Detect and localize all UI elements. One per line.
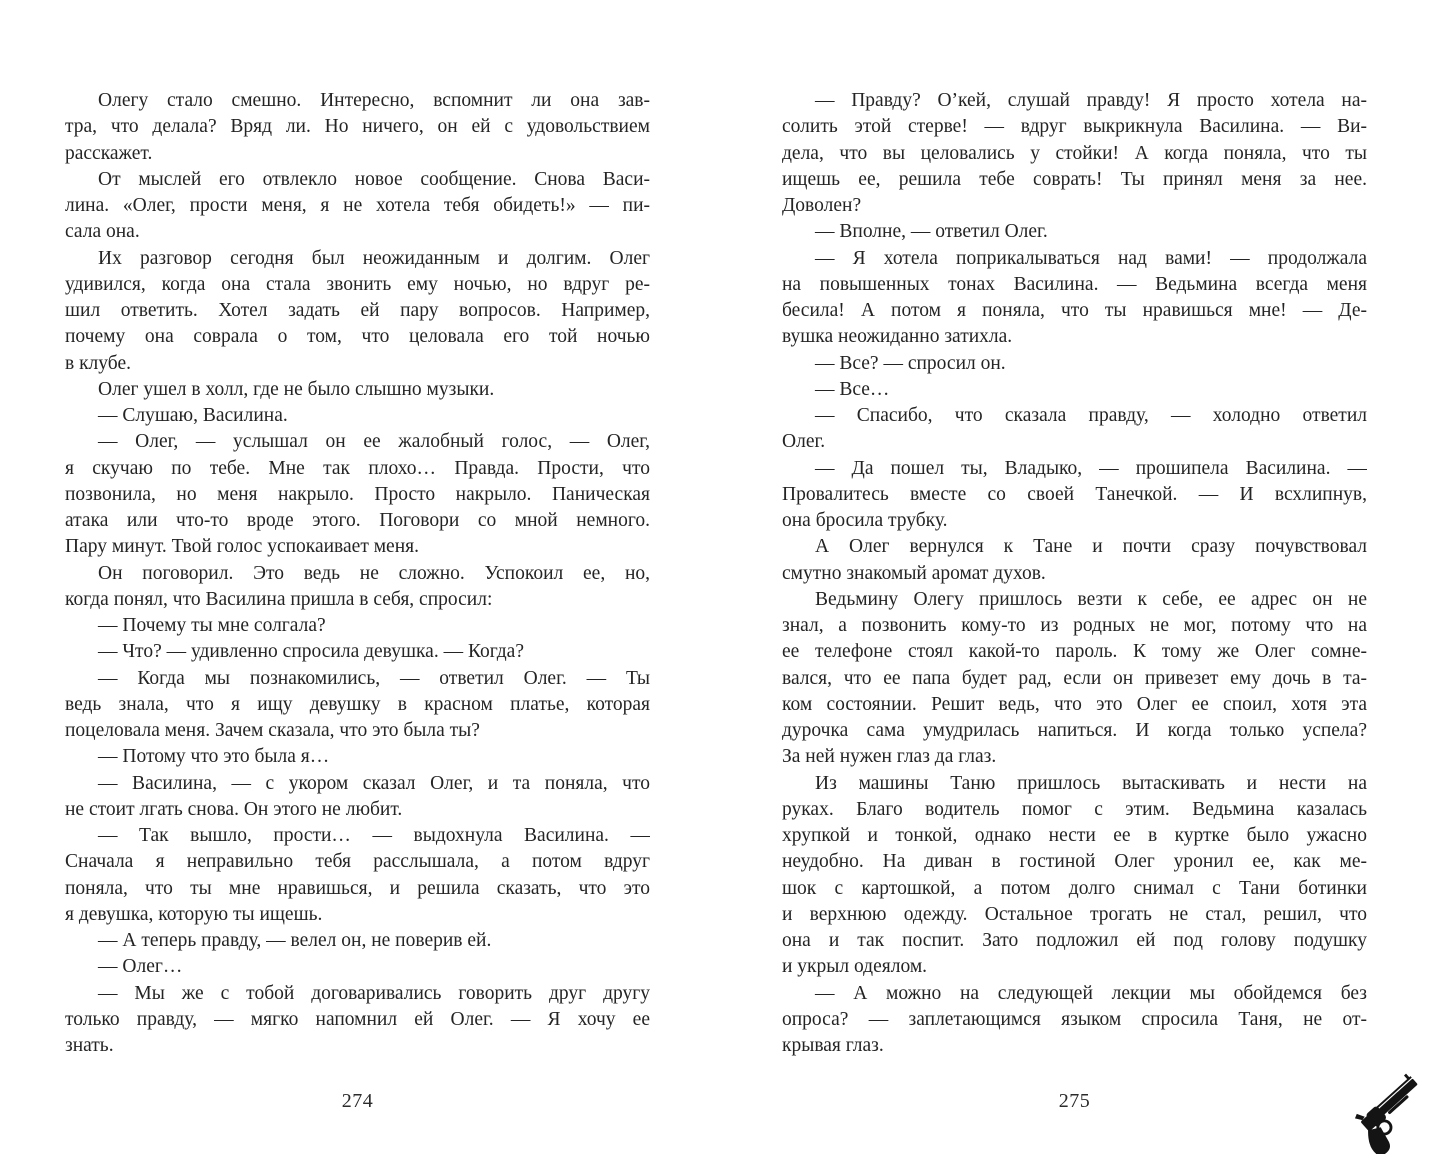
right-page-text	[782, 88, 1367, 1059]
text-line: — Олег, — услышал он ее жалобный голос, — Олег,	[98, 431, 650, 453]
text-line: ведь знала, что я ищу девушку в красном платье, которая	[65, 693, 650, 715]
text-line: — Спасибо, что сказала правду, — холодно ответил	[815, 405, 1367, 426]
text-line: Провалитесь вместе со своей Танечкой. — И всхлипнув,	[782, 483, 1367, 505]
text-line: Олегу стало смешно. Интересно, вспомнит ли она зав-	[98, 90, 650, 111]
text-line: — Что? — удивленно спросила девушка. — Когда?	[98, 641, 524, 663]
text-line: — Когда мы познакомились, — ответил Олег. — Ты	[98, 667, 650, 689]
text-line: когда понял, что Василина пришла в себя, спросил:	[65, 588, 493, 610]
text-line: позвонила, но меня накрыло. Просто накрыло. Паническая	[65, 483, 650, 505]
text-line: расскажет.	[65, 142, 153, 164]
text-line: — Слушаю, Василина.	[98, 405, 288, 426]
text-line: — Я хотела поприкалываться над вами! — продолжала	[815, 247, 1367, 269]
text-line: — Василина, — с укором сказал Олег, и та поняла, что	[98, 772, 650, 794]
text-line: дурочка сама умудрилась напиться. И когда только успела?	[782, 720, 1367, 741]
text-line: неудобно. На диван в гостиной Олег уронил ее, как ме-	[782, 851, 1367, 873]
text-line: От мыслей его отвлекло новое сообщение. Снова Васи-	[98, 168, 650, 190]
text-line: — Да пошел ты, Владыко, — прошипела Василина. —	[815, 457, 1367, 479]
text-line: только правду, — мягко напомнил ей Олег. — Я хочу ее	[65, 1008, 650, 1030]
text-line: — Олег…	[98, 956, 183, 978]
text-line: крывая глаз.	[782, 1035, 884, 1056]
text-line: Ведьмину Олегу пришлось везти к себе, ее адрес он не	[815, 588, 1367, 610]
text-line: вушка неожиданно затихла.	[782, 326, 1013, 348]
text-line: шил ответить. Хотел задать ей пару вопросов. Например,	[65, 300, 650, 321]
text-line: я девушка, которую ты ищешь.	[65, 903, 323, 925]
text-line: поняла, что ты мне нравишься, и решила сказать, что это	[65, 877, 650, 899]
text-line: Олег.	[782, 431, 826, 453]
text-line: — Все? — спросил он.	[815, 352, 1006, 374]
text-line: дела, что вы целовались у стойки! А когда поняла, что ты	[782, 142, 1367, 164]
text-line: она бросила трубку.	[782, 510, 948, 531]
text-line: тра, что делала? Вряд ли. Но ничего, он ей с удовольствием	[65, 116, 650, 138]
text-line: не стоит лгать снова. Он этого не любит.	[65, 798, 403, 820]
text-line: — Вполне, — ответил Олег.	[815, 221, 1048, 243]
text-line: За ней нужен глаз да глаз.	[782, 746, 997, 768]
text-line: опроса? — заплетающимся языком спросила Таня, не от-	[782, 1008, 1367, 1030]
text-line: руках. Благо водитель помог с этим. Ведьмина казалась	[782, 798, 1367, 820]
right-page-number: 275	[1058, 1090, 1091, 1112]
left-page-number: 274	[341, 1090, 374, 1112]
text-line: Из машины Таню пришлось вытаскивать и нести на	[815, 772, 1367, 794]
left-page-text	[65, 88, 650, 1059]
text-line: — Потому что это была я…	[98, 746, 330, 768]
text-line: и верхнюю одежду. Остальное трогать не стал, решил, что	[782, 903, 1367, 925]
text-line: — А можно на следующей лекции мы обойдемся без	[815, 982, 1367, 1004]
text-line: она и так поспит. Зато подложил ей под голову подушку	[782, 930, 1367, 951]
text-line: шок с картошкой, а потом долго снимал с Тани ботинки	[782, 877, 1367, 899]
text-line: Олег ушел в холл, где не было слышно музыки.	[98, 378, 495, 400]
text-line: хрупкой и тонкой, однако нести ее в куртке было ужасно	[782, 825, 1367, 846]
text-line: Их разговор сегодня был неожиданным и долгим. Олег	[98, 247, 650, 269]
text-line: поцеловала меня. Зачем сказала, что это была ты?	[65, 720, 480, 741]
text-line: бесила! А потом я поняла, что ты нравишься мне! — Де-	[782, 300, 1367, 321]
text-line: — Почему ты мне солгала?	[98, 615, 326, 636]
text-line: — Правду? О’кей, слушай правду! Я просто хотела на-	[815, 90, 1367, 111]
text-line: Пару минут. Твой голос успокаивает меня.	[65, 536, 419, 558]
text-line: Доволен?	[782, 195, 862, 216]
text-line: смутно знакомый аромат духов.	[782, 562, 1046, 584]
revolver-icon	[1348, 1066, 1436, 1154]
text-line: солить этой стерве! — вдруг выкрикнула Василина. — Ви-	[782, 116, 1367, 138]
text-line: — Так вышло, прости… — выдохнула Василина. —	[98, 825, 650, 846]
text-line: ком состоянии. Решит ведь, что это Олег ее споил, хотя эта	[782, 693, 1367, 715]
text-line: Сначала я неправильно тебя расслышала, а потом вдруг	[65, 851, 650, 873]
text-line: удивился, когда она стала звонить ему ночью, но вдруг ре-	[65, 273, 650, 295]
text-line: вался, что ее папа будет рад, если он привезет ему дочь в та-	[782, 667, 1367, 689]
text-line: я скучаю по тебе. Мне так плохо… Правда. Прости, что	[65, 457, 650, 479]
text-line: — А теперь правду, — велел он, не поверив ей.	[98, 930, 492, 951]
text-line: атака или что-то вроде этого. Поговори со мной немного.	[65, 510, 650, 531]
text-line: лина. «Олег, прости меня, я не хотела тебя обидеть!» — пи-	[65, 195, 650, 216]
text-line: ищешь ее, решила тебе соврать! Ты принял меня за нее.	[782, 168, 1367, 190]
text-line: на повышенных тонах Василина. — Ведьмина всегда меня	[782, 273, 1367, 295]
text-line: А Олег вернулся к Тане и почти сразу почувствовал	[815, 536, 1367, 558]
text-line: — Мы же с тобой договаривались говорить друг другу	[98, 982, 650, 1004]
text-line: сала она.	[65, 221, 140, 243]
text-line: почему она соврала о том, что целовала его той ночью	[65, 326, 650, 348]
text-line: — Все…	[815, 378, 890, 400]
text-line: знал, а позвонить кому-то из родных не мог, потому что на	[782, 615, 1367, 636]
text-line: в клубе.	[65, 352, 131, 374]
text-line: знать.	[65, 1035, 114, 1056]
text-line: Он поговорил. Это ведь не сложно. Успокоил ее, но,	[98, 562, 650, 584]
text-line: ее телефоне стоял какой-то пароль. К тому же Олег сомне-	[782, 641, 1367, 663]
text-line: и укрыл одеялом.	[782, 956, 928, 978]
